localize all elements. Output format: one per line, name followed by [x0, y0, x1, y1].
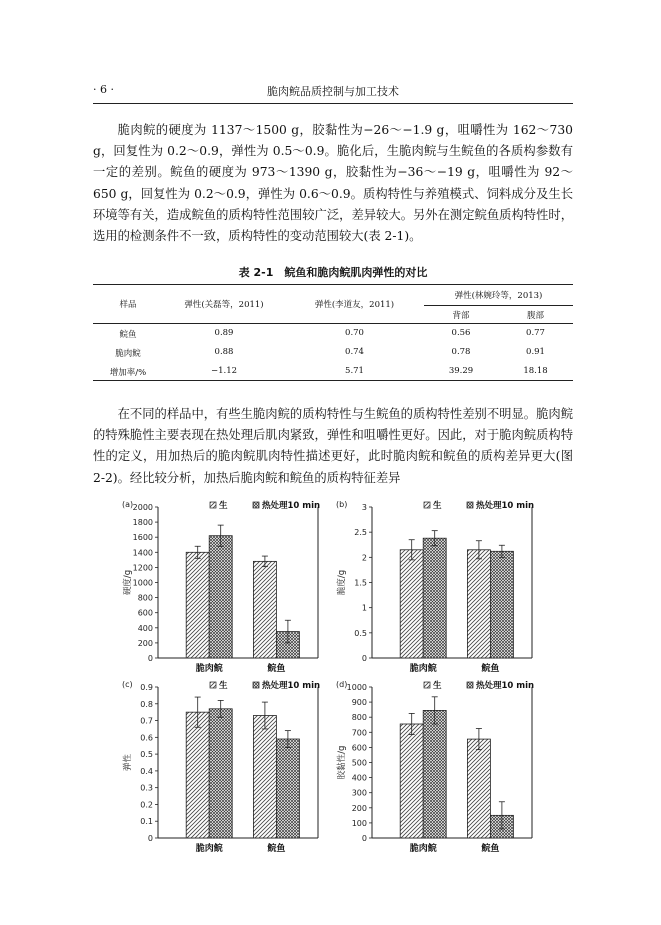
bar-raw	[253, 561, 276, 658]
bar-raw	[400, 724, 423, 838]
table-subheader-rule	[424, 305, 573, 306]
y-tick-label: 0.6	[140, 733, 153, 743]
y-axis-title: 硬度/g	[123, 569, 133, 596]
table-cell: 0.56	[451, 328, 471, 338]
y-tick-label: 1	[361, 603, 367, 613]
y-axis-title: 胶黏性/g	[337, 745, 347, 780]
x-category-label: 鲩鱼	[481, 664, 500, 674]
y-tick-label: 3	[361, 503, 367, 512]
y-tick-label: 700	[351, 728, 367, 738]
table-cell: −1.12	[210, 366, 238, 376]
table-cell: 0.88	[214, 347, 234, 357]
legend-label: 热处理10 min	[262, 681, 321, 691]
table-header-back: 背部	[452, 311, 470, 321]
y-tick-label: 0.8	[140, 699, 153, 709]
y-axis-title: 弹性	[123, 753, 133, 772]
table-cell: 0.91	[526, 347, 545, 357]
y-tick-label: 0	[361, 654, 367, 663]
y-tick-label: 0.2	[140, 800, 153, 810]
legend-label: 热处理10 min	[476, 681, 535, 691]
legend-swatch	[253, 502, 259, 508]
legend-swatch	[210, 682, 216, 688]
table-header-li: 弹性(李道友，2011)	[314, 300, 395, 310]
legend-label: 热处理10 min	[476, 501, 535, 511]
table-cell: 0.70	[345, 328, 364, 338]
y-tick-label: 1400	[132, 548, 153, 558]
y-tick-label: 200	[137, 638, 153, 648]
bar-raw	[186, 712, 209, 838]
y-tick-label: 200	[351, 803, 367, 813]
paragraph-1	[93, 120, 573, 247]
y-tick-label: 0	[147, 834, 153, 843]
y-tick-label: 2000	[132, 503, 153, 512]
legend-label: 生	[433, 501, 442, 511]
y-tick-label: 300	[351, 788, 367, 798]
legend-swatch	[253, 682, 259, 688]
book-title: 脆肉鲩品质控制与加工技术	[267, 85, 399, 98]
bar-heated	[209, 536, 232, 658]
y-tick-label: 0.9	[140, 683, 153, 692]
table-row-name: 增加率/%	[109, 368, 147, 378]
x-category-label: 脆肉鲩	[195, 844, 223, 854]
y-tick-label: 0.7	[140, 716, 153, 726]
chart-panel-b	[332, 495, 547, 679]
table-header-lin: 弹性(林婉玲等，2013)	[454, 291, 543, 301]
table-bottom-rule	[93, 380, 573, 381]
running-header	[93, 83, 573, 99]
y-tick-label: 1.5	[354, 578, 367, 588]
panel-label: (d)	[336, 680, 348, 689]
table-header-sample: 样品	[119, 300, 137, 310]
bar-heated	[423, 538, 446, 658]
table-caption: 表 2-1 鲩鱼和脆肉鲩肌肉弹性的对比	[238, 266, 428, 279]
y-tick-label: 1600	[132, 533, 153, 543]
x-category-label: 鲩鱼	[267, 664, 286, 674]
y-tick-label: 0	[147, 654, 153, 663]
bar-raw	[186, 552, 209, 658]
y-tick-label: 100	[351, 818, 367, 828]
y-tick-label: 0.5	[140, 750, 153, 760]
table-cell: 0.74	[345, 347, 364, 357]
paragraph-2-text: 在不同的样品中，有些生脆肉鲩的质构特性与生鲩鱼的质构特性差别不明显。脆肉鲩的特殊脆性主要表现在热处理后肌肉紧致，弹性和咀嚼性更好。因此，对于脆肉鲩质构特性的定义，用加热后的脆肉鲩肌肉特性描述更好，此时脆肉鲩和鲩鱼的质构差异更大(图 2-2)。经比较分析，加热后脆肉鲩和鲩鱼的质构特征差异	[93, 407, 573, 485]
panel-label: (c)	[122, 680, 133, 689]
table-cell: 39.29	[448, 366, 474, 376]
chart-panel-c	[118, 675, 333, 859]
y-tick-label: 2.5	[354, 528, 367, 538]
x-category-label: 脆肉鲩	[409, 844, 437, 854]
y-tick-label: 1000	[132, 578, 153, 588]
legend-swatch	[467, 682, 473, 688]
bar-heated	[423, 710, 446, 838]
legend-label: 热处理10 min	[262, 501, 321, 511]
bar-heated	[276, 739, 299, 838]
table-top-rule	[93, 284, 573, 285]
table-header-belly: 腹部	[526, 311, 544, 321]
paragraph-1-text: 脆肉鲩的硬度为 1137～1500 g，胶黏性为−26～−1.9 g，咀嚼性为 162～730 g，回复性为 0.2～0.9，弹性为 0.5～0.9。脆化后，生脆肉鲩与生鲩鱼的各质构参数有一定的差别。鲩鱼的硬度为 973～1390 g，胶黏性为−36～−19 g，咀嚼性为 92～650 g，回复性为 0.2～0.9，弹性为 0.6～0.9。质构特性与养殖模式、饲料成分及生长环境等有关，造成鲩鱼的质构特性范围较广泛，差异较大。另外在测定鲩鱼质构特性时，选用的检测条件不一致，质构特性的变动范围较大(表 2-1)。	[93, 123, 573, 244]
y-tick-label: 0.3	[140, 783, 153, 793]
x-category-label: 鲩鱼	[267, 844, 286, 854]
table-cell: 0.89	[214, 328, 234, 338]
page-number: · 6 ·	[93, 83, 114, 96]
y-tick-label: 0.5	[354, 628, 367, 638]
x-category-label: 鲩鱼	[481, 844, 500, 854]
y-tick-label: 0.1	[140, 817, 153, 827]
bar-heated	[209, 709, 232, 838]
y-tick-label: 1000	[346, 683, 367, 692]
table-cell: 0.78	[451, 347, 471, 357]
chart-panel-d	[332, 675, 547, 859]
bar-raw	[467, 739, 490, 838]
table-row-name: 脆肉鲩	[115, 349, 141, 359]
y-tick-label: 600	[137, 608, 153, 618]
y-tick-label: 2	[361, 553, 367, 563]
y-tick-label: 1800	[132, 518, 153, 528]
y-tick-label: 1200	[132, 563, 153, 573]
legend-label: 生	[219, 681, 228, 691]
y-tick-label: 400	[351, 773, 367, 783]
header-rule	[93, 103, 573, 104]
legend-swatch	[424, 502, 430, 508]
bar-heated	[490, 551, 513, 658]
y-tick-label: 800	[351, 713, 367, 723]
panel-label: (a)	[122, 500, 134, 509]
bar-raw	[467, 550, 490, 658]
chart-panel-a	[118, 495, 333, 679]
table-cell: 5.71	[345, 366, 364, 376]
bar-raw	[253, 716, 276, 838]
y-axis-title: 脆度/g	[337, 569, 347, 596]
panel-label: (b)	[336, 500, 348, 509]
y-tick-label: 0	[361, 834, 367, 843]
x-category-label: 脆肉鲩	[195, 664, 223, 674]
legend-swatch	[210, 502, 216, 508]
legend-swatch	[467, 502, 473, 508]
y-tick-label: 900	[351, 698, 367, 708]
legend-label: 生	[219, 501, 228, 511]
paragraph-2	[93, 404, 573, 489]
y-tick-label: 0.4	[140, 766, 153, 776]
table-cell: 0.77	[526, 328, 545, 338]
bar-raw	[400, 550, 423, 658]
y-tick-label: 500	[351, 758, 367, 768]
x-category-label: 脆肉鲩	[409, 664, 437, 674]
table-cell: 18.18	[523, 366, 548, 376]
table-header-guan: 弹性(关磊等，2011)	[184, 300, 264, 310]
legend-label: 生	[433, 681, 442, 691]
table-row-name: 鲩鱼	[119, 330, 137, 340]
y-tick-label: 400	[137, 623, 153, 633]
table-header-rule	[93, 323, 573, 324]
y-tick-label: 800	[137, 593, 153, 603]
legend-swatch	[424, 682, 430, 688]
y-tick-label: 600	[351, 743, 367, 753]
